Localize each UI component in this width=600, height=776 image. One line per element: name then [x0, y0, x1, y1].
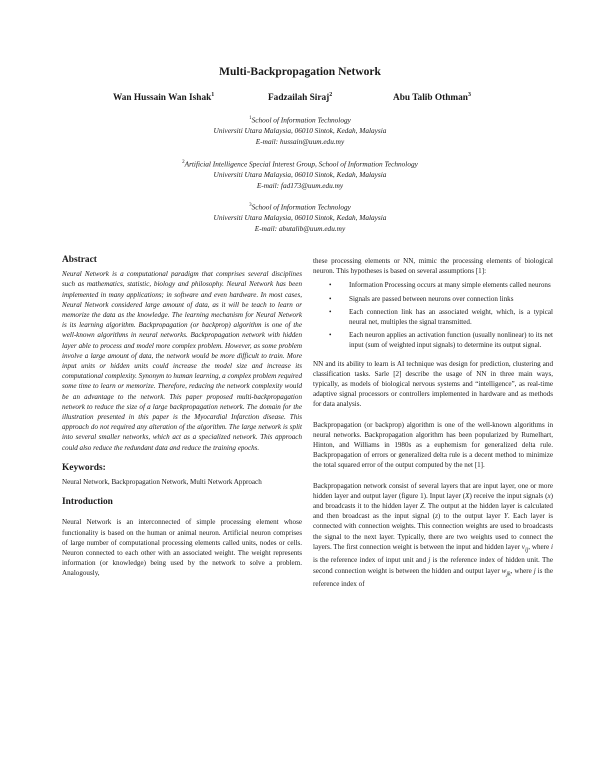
assumptions-intro: these processing elements or NN, mimic the processing elements of biological neuron. This hypotheses is based on several assumptions [1]:: [313, 257, 553, 276]
author-1: Wan Hussain Wan Ishak$^1$: [113, 92, 215, 104]
left-column: [62, 255, 302, 579]
author-3: Abu Talib Othman$^3$: [393, 92, 471, 104]
author-list: [0, 92, 600, 106]
list-item: • Each neuron applies an activation function (usually nonlinear) to its net input (sum of weighted input signals) to determine its output signal.: [349, 330, 553, 350]
abstract-heading: Abstract: [62, 255, 97, 265]
paper-title: Multi-Backpropagation Network: [219, 66, 381, 78]
author-2: Fadzailah Siraj$^2$: [268, 92, 333, 104]
affiliation-1: $^1$School of Information Technology Universiti Utara Malaysia, 06010 Sintok, Kedah, Malaysia E-mail: hussain@uum.edu.my: [213, 115, 387, 147]
list-item: • Information Processing occurs at many simple elements called neurons: [349, 280, 553, 290]
list-item: • Each connection link has an associated weight, which, is a typical neural net, multiples the signal transmitted.: [349, 307, 553, 327]
keywords-heading: Keywords:: [62, 462, 106, 473]
nn-usage-paragraph: NN and its ability to learn is AI technique was design for prediction, clustering and classification tasks. Sarle [2] describe the usage of NN in three main ways, typically, as models of biological nervous systems and “intelligence”, as real-time adaptive signal processors or controllers implemented in hardware and as methods for data analysis.: [313, 359, 553, 409]
affiliation-2: $^2$Artificial Intelligence Special Interest Group, School of Information Technology Universiti Utara Malaysia, 06010 Sintok, Kedah, Malaysia E-mail: fad173@uum.edu.my: [182, 159, 418, 191]
keywords-text: Neural Network, Backpropagation Network, Multi Network Approach: [62, 478, 262, 487]
right-column: [313, 256, 553, 590]
backprop-paragraph: Backpropagation (or backprop) algorithm is one of the well-known algorithms in neural networks. Backpropagation algorithm has been popularized by Rumelhart, Hinton, and Williams in 1980s as a euphemism for generalized delta rule. Backpropagation of errors or generalized delta rule is a decent method to minimize the total squared error of the output computed by the net [1].: [313, 420, 553, 470]
affiliation-3: $^3$School of Information Technology Universiti Utara Malaysia, 06010 Sintok, Kedah, Malaysia E-mail: abutalib@uum.edu.my: [213, 202, 387, 234]
network-layers-paragraph: Backpropagation network consist of several layers that are input layer, one or more hidden layer and output layer (figure 1). Input layer (X) receive the input signals (x) and broadcasts it to the hidden layer Z. The output at the hidden layer is calculated and then broadcast as the input signal (z) to the output layer Y. Each layer is connected with connection weights. This connection weights are used to broadcasts the signal to the next layer. Typically, there are two weights used to connect the layers. The first connection weight is between the input and hidden layer $v_{ij}$, where i is the reference index of input unit and j is the reference index of hidden unit. The second connection weight is between the hidden and output layer $w_{jk}$, where j is the reference index of: [313, 481, 553, 589]
assumption-list: [313, 280, 553, 350]
introduction-text: Neural Network is an interconnected of simple processing element whose functionality is based on the human or animal neuron. Artificial neuron comprises of large number of computational processing elements called units, nodes or cells. Neuron connected to each other with an associated weight. The weight represents information (or knowledge) being used by the network to solve a problem. Analogously,: [62, 518, 302, 578]
introduction-heading: Introduction: [62, 497, 113, 508]
list-item: • Signals are passed between neurons over connection links: [349, 294, 553, 304]
abstract-text: Neural Network is a computational paradigm that comprises several disciplines such as mathematics, statistic, biology and philosophy. Neural Network has been implemented in many applications; in software and even hardware. In most cases, Neural Network considered large amount of data, as it will be teach to learn or memorize the data as the knowledge. The learning mechanism for Neural Network is its learning algorithm. Backpropagation (or backprop) algorithm is one of the well-known algorithms in neural networks. Backpropagation network with hidden layer able to process and model more complex problem. However, as some problem involve a large amount of data, the network would be more difficult to train. More input units or hidden units could increase the model size and increase its computational complexity. Synonym to human learning, a complex problem required some time to learn or memorize. Therefore, reducing the network complexity would be an advantage to the network. This paper proposed multi-backpropagation network to reduce the size of a large backpropagation network. The domain for the illustration presented in this paper is the Myocardial Infarction disease. This approach do not required any alteration of the algorithm. The large network is split into several smaller networks, which act as a specialized network. This approach could also reduce the redundant data and reduce the training epochs.: [62, 270, 302, 452]
